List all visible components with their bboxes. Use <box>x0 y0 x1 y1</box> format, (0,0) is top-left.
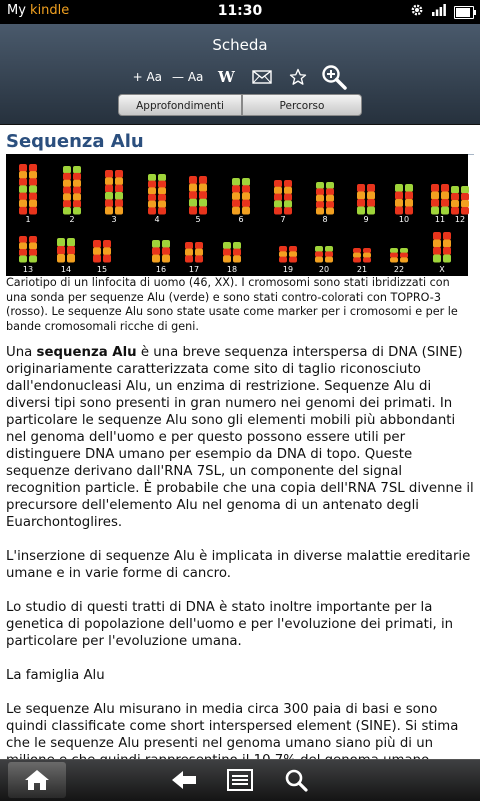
chromosome-pair <box>353 248 371 263</box>
chromosome-label: 8 <box>322 215 328 224</box>
chromosome-label: 4 <box>154 215 160 224</box>
chromosome-pair <box>189 176 207 215</box>
page-title: Scheda <box>212 36 268 54</box>
wikipedia-icon: W <box>217 68 235 86</box>
chromosome-label: 10 <box>398 215 410 224</box>
home-icon <box>24 769 50 791</box>
chromosome-label: X <box>439 265 445 274</box>
article-content[interactable] <box>0 125 480 759</box>
zoom-in-icon <box>321 64 347 90</box>
chromosome-label: 19 <box>282 265 294 274</box>
image-caption: Cariotipo di un linfocita di uomo (46, XX). I cromosomi sono stati ibridizzati con una sonda per sequenze Alu (verde) e sono stati contro-colorati con TOPRO-3 (rosso). Le sequenze Alu sono state usate come marker per i cromosomi e per le bande cromosomali ricche di geni. <box>6 276 458 333</box>
chromosome-label: 15 <box>96 265 108 274</box>
paragraph-2: L'inserzione di sequenze Alu è implicata in diverse malattie ereditarie umane e in varie forme di cancro. <box>6 549 471 581</box>
battery-icon <box>454 6 474 19</box>
chromosome-pair <box>223 242 241 263</box>
chromosome-label: 11 <box>434 215 446 224</box>
chromosome-pair <box>152 240 170 263</box>
chromosome-label: 3 <box>111 215 117 224</box>
chromosome-pair <box>279 246 297 263</box>
chromosome-label: 1 <box>25 215 31 224</box>
chromosome-pair <box>185 242 203 263</box>
chromosome-label: 17 <box>188 265 200 274</box>
paragraph-3: Lo studio di questi tratti di DNA è stato inoltre importante per la genetica di popolazione dell'uomo e per l'evoluzione dei primati, in particolare per l'evoluzione umana. <box>6 600 454 649</box>
chromosome-label: 21 <box>356 265 368 274</box>
chromosome-pair <box>63 166 81 215</box>
chromosome-pair <box>431 184 449 215</box>
chromosome-pair <box>105 170 123 215</box>
paragraph-1-text: è una breve sequenza interspersa di DNA (SINE) originariamente caratterizzata come sito di taglio riconosciuto dall'endonucleasi Alu, un enzima di restrizione. Sequenze Alu di diversi tipi sono presenti in gran numero nei genomi dei primati. In particolare le sequenze Alu sono gli elementi mobili più abbondanti nel genoma dell'uomo e per questo possono essere utili per distinguere DNA umano per esempio da DNA di topo. Queste sequenze derivano dall'RNA 7SL, un componente del signal recognition particle. È probabile che una copia dell'RNA 7SL divenne il precursore dell'elemento Alu nel genoma di un antenato degli Euarchontoglires. <box>6 345 474 530</box>
chromosome-label: 9 <box>363 215 369 224</box>
font-decrease-button[interactable]: — Aa <box>172 70 204 84</box>
tab-percorso[interactable]: Percorso <box>242 94 362 116</box>
chromosome-label: 7 <box>280 215 286 224</box>
chromosome-label: 2 <box>69 215 75 224</box>
paragraph-1 <box>6 344 474 531</box>
back-button[interactable] <box>171 768 197 792</box>
section-heading: La famiglia Alu <box>6 668 105 683</box>
search-icon <box>284 768 308 792</box>
chromosome-pair <box>357 184 375 215</box>
karyotype-image[interactable] <box>6 154 468 276</box>
favorite-button[interactable] <box>285 64 311 90</box>
home-button[interactable] <box>8 762 66 798</box>
search-button[interactable] <box>283 768 309 792</box>
chromosome-label: 18 <box>226 265 238 274</box>
zoom-button[interactable] <box>321 64 347 90</box>
tab-bar <box>118 94 362 116</box>
chromosome-pair <box>315 246 333 263</box>
menu-icon <box>227 769 253 791</box>
article-body <box>6 344 474 803</box>
chromosome-label: 14 <box>60 265 72 274</box>
back-arrow-icon <box>171 770 197 790</box>
chromosome-label: 12 <box>454 215 466 224</box>
chromosome-pair <box>57 238 75 263</box>
chromosome-label: 22 <box>393 265 405 274</box>
app-name-kindle: kindle <box>30 3 70 18</box>
paragraph-5: Le sequenze Alu misurano in media circa 300 paia di basi e sono quindi classificate come short interspersed element (SINE). Si stima che le sequenze Alu presenti nel genoma umano siano più di un <box>6 702 459 751</box>
header <box>0 24 480 125</box>
wikipedia-button[interactable] <box>213 64 239 90</box>
font-increase-button[interactable]: + Aa <box>132 70 163 84</box>
toolbar <box>0 64 480 90</box>
chromosome-label: 16 <box>155 265 167 274</box>
article-title: Sequenza Alu <box>6 131 144 152</box>
envelope-icon <box>252 70 272 84</box>
star-icon <box>289 68 307 86</box>
chromosome-pair <box>93 240 111 263</box>
share-mail-button[interactable] <box>249 64 275 90</box>
chromosome-pair <box>316 182 334 215</box>
tab-approfondimenti[interactable]: Approfondimenti <box>118 94 242 116</box>
chromosome-label: 6 <box>238 215 244 224</box>
paragraph-1-intro: Una <box>6 345 37 360</box>
signal-icon <box>432 4 446 20</box>
chromosome-pair <box>148 174 166 215</box>
chromosome-pair <box>451 186 469 215</box>
status-bar <box>0 0 480 24</box>
app-name-prefix: My <box>7 3 31 18</box>
paragraph-1-term: sequenza Alu <box>36 345 137 360</box>
bottom-nav-bar <box>0 759 480 801</box>
status-icons <box>410 3 474 21</box>
chromosome-pair <box>395 184 413 215</box>
chromosome-label: 13 <box>22 265 34 274</box>
chromosome-pair <box>433 232 451 263</box>
chromosome-label: 5 <box>195 215 201 224</box>
chromosome-pair <box>19 236 37 263</box>
chromosome-pair <box>274 180 292 215</box>
gear-icon[interactable] <box>410 3 424 21</box>
chromosome-pair <box>232 178 250 215</box>
menu-button[interactable] <box>227 768 253 792</box>
chromosome-pair <box>390 248 408 263</box>
chromosome-pair <box>19 164 37 215</box>
clock: 11:30 <box>217 3 263 19</box>
chromosome-label: 20 <box>318 265 330 274</box>
